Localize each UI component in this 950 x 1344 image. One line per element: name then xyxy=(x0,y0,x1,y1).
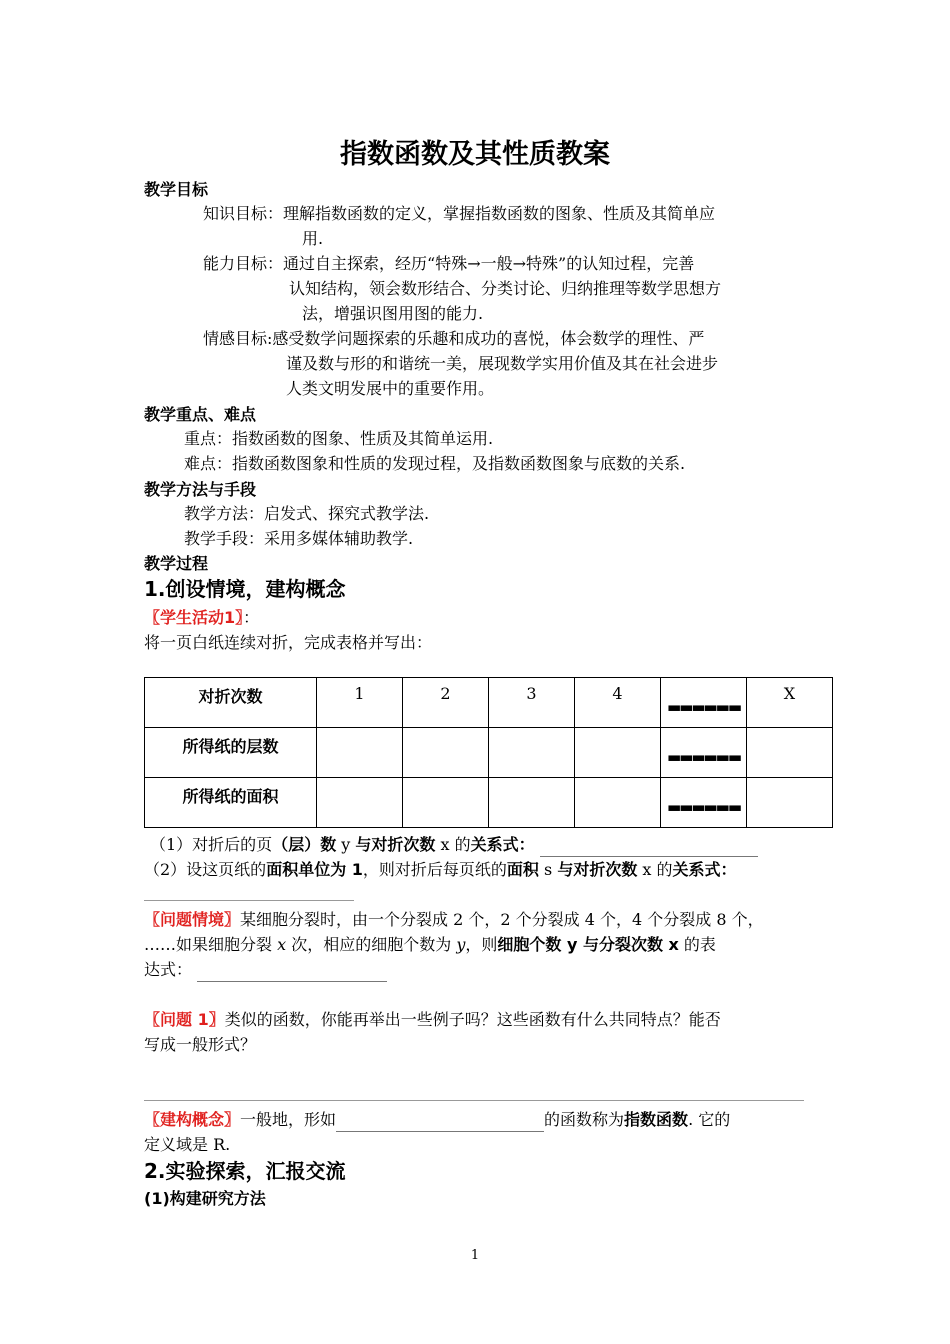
table-row xyxy=(145,728,833,778)
table-header-folds: 对折次数 xyxy=(145,678,317,728)
table-cell[interactable] xyxy=(403,778,489,828)
row-label-area: 所得纸的面积 xyxy=(145,778,317,828)
activity-1 xyxy=(144,605,259,630)
situation-line-1 xyxy=(144,907,764,932)
concept-text-2: 定义域是 R. xyxy=(144,1135,231,1154)
subsection-heading: (1)构建研究方法 xyxy=(144,1189,266,1208)
emotion-goal xyxy=(203,326,704,351)
knowledge-text-1: 理解指数函数的定义，掌握指数函数的图象、性质及其简单应 xyxy=(283,204,716,223)
section-2-heading: 2.实验探索，汇报交流 xyxy=(144,1159,346,1183)
question-1-answer-line[interactable] xyxy=(144,1100,804,1101)
table-cell[interactable] xyxy=(489,778,575,828)
situation-text-3: 达式： xyxy=(144,960,193,979)
situation-text-2e: 的表 xyxy=(678,935,716,954)
ellipsis-dashes: ▬▬▬▬▬▬ xyxy=(666,798,741,816)
table-cell[interactable] xyxy=(489,728,575,778)
table-row xyxy=(145,778,833,828)
concept-answer-blank[interactable] xyxy=(336,1113,544,1132)
var-x: x xyxy=(277,935,287,954)
ability-text-2: 认知结构，领会数形结合、分类讨论、归纳推理等数学思想方 xyxy=(289,279,722,298)
table-row xyxy=(145,678,833,728)
q2-bold-3: 与对折次数 xyxy=(557,860,638,879)
situation-text-1: 某细胞分裂时，由一个分裂成 2 个，2 个分裂成 4 个，4 个分裂成 8 个， xyxy=(240,910,764,929)
q1-prefix: （1）对折后的页 xyxy=(150,835,273,854)
page-title: 指数函数及其性质教案 xyxy=(340,139,610,170)
table-ellipsis-cell xyxy=(661,778,747,828)
q2-text-1: ，则对折后每页纸的 xyxy=(362,860,507,879)
ability-text-1: 通过自主探索，经历“特殊→一般→特殊”的认知过程，完善 xyxy=(283,254,695,273)
q1-answer-blank[interactable] xyxy=(540,838,758,857)
concept-text-1d: . 它的 xyxy=(688,1110,731,1129)
ellipsis-dashes: ▬▬▬▬▬▬ xyxy=(666,698,741,716)
section-1-heading: 1.创设情境，建构概念 xyxy=(144,577,346,601)
table-ellipsis-cell xyxy=(661,728,747,778)
folding-table xyxy=(144,677,833,828)
q2-bold-4: 关系式： xyxy=(672,860,737,879)
table-cell[interactable] xyxy=(575,728,661,778)
table-header-x: X xyxy=(747,678,833,728)
q2-prefix: （2）设这页纸的 xyxy=(144,860,267,879)
q1-text-1: y xyxy=(336,835,356,854)
q1-bold-1: （层）数 xyxy=(272,835,337,854)
q2-text-2: s xyxy=(538,860,558,879)
table-cell[interactable] xyxy=(317,728,403,778)
emotion-text-2: 谨及数与形的和谐统一美，展现数学实用价值及其在社会进步 xyxy=(286,354,719,373)
q2-text-3: x 的 xyxy=(637,860,673,879)
table-header-2: 2 xyxy=(403,678,489,728)
knowledge-label: 知识目标： xyxy=(203,204,284,223)
emotion-text-3: 人类文明发展中的重要作用。 xyxy=(286,379,495,398)
goals-heading: 教学目标 xyxy=(144,180,209,199)
q2-answer-blank[interactable] xyxy=(144,900,354,901)
page-number: 1 xyxy=(470,1248,480,1263)
situation-text-2b: 次，相应的细胞个数为 xyxy=(286,935,457,954)
question-1-text-1: 类似的函数，你能再举出一些例子吗？这些函数有什么共同特点？能否 xyxy=(224,1010,721,1029)
situation-bold: 细胞个数 y 与分裂次数 x xyxy=(497,935,679,954)
keypoints-heading: 教学重点、难点 xyxy=(144,405,257,424)
situation-answer-blank[interactable] xyxy=(197,963,387,982)
q2-bold-1: 面积单位为 1 xyxy=(266,860,363,879)
teaching-method: 教学方法：启发式、探究式教学法. xyxy=(184,504,430,523)
emotion-label: 情感目标: xyxy=(203,329,273,348)
question-1-prompt xyxy=(144,1007,721,1032)
q2-bold-2: 面积 xyxy=(506,860,539,879)
key-point: 重点：指数函数的图象、性质及其简单运用. xyxy=(184,429,494,448)
table-cell[interactable] xyxy=(317,778,403,828)
situation-text-2a: ……如果细胞分裂 xyxy=(144,935,278,954)
var-y: y xyxy=(456,935,466,954)
table-ellipsis-cell xyxy=(661,678,747,728)
row-label-layers: 所得纸的层数 xyxy=(145,728,317,778)
methods-heading: 教学方法与手段 xyxy=(144,480,257,499)
question-2-line xyxy=(144,857,737,882)
activity-tag: 〖学生活动1〗 xyxy=(144,608,244,627)
q1-bold-2: 与对折次数 xyxy=(355,835,436,854)
concept-bold: 指数函数 xyxy=(624,1110,689,1129)
table-cell[interactable] xyxy=(403,728,489,778)
process-heading: 教学过程 xyxy=(144,554,209,573)
concept-tag: 〖建构概念〗 xyxy=(144,1110,241,1129)
situation-line-3 xyxy=(144,957,387,982)
concept-text-1a: 一般地，形如 xyxy=(240,1110,337,1129)
table-cell[interactable] xyxy=(747,728,833,778)
q1-text-2: x 的 xyxy=(435,835,471,854)
question-1-text-2: 写成一般形式？ xyxy=(144,1035,257,1054)
q1-bold-3: 关系式： xyxy=(470,835,535,854)
knowledge-text-2: 用. xyxy=(302,229,324,248)
question-1-line xyxy=(150,832,758,857)
situation-tag: 〖问题情境〗 xyxy=(144,910,241,929)
ability-text-3: 法，增强识图用图的能力. xyxy=(302,304,484,323)
concept-line-1 xyxy=(144,1107,730,1132)
activity-text: 将一页白纸连续对折，完成表格并写出： xyxy=(144,633,433,652)
ability-goal xyxy=(203,251,694,276)
difficult-point: 难点：指数函数图象和性质的发现过程，及指数函数图象与底数的关系. xyxy=(184,454,686,473)
activity-colon: ： xyxy=(243,608,260,627)
table-cell[interactable] xyxy=(575,778,661,828)
ability-label: 能力目标： xyxy=(203,254,284,273)
situation-line-2 xyxy=(144,932,716,957)
knowledge-goal xyxy=(203,201,715,226)
table-header-1: 1 xyxy=(317,678,403,728)
teaching-means: 教学手段：采用多媒体辅助教学. xyxy=(184,529,414,548)
table-header-4: 4 xyxy=(575,678,661,728)
situation-text-2c: ，则 xyxy=(465,935,498,954)
table-cell[interactable] xyxy=(747,778,833,828)
emotion-text-1: 感受数学问题探索的乐趣和成功的喜悦，体会数学的理性、严 xyxy=(272,329,705,348)
question-1-tag: 〖问题 1〗 xyxy=(144,1010,225,1029)
ellipsis-dashes: ▬▬▬▬▬▬ xyxy=(666,748,741,766)
concept-text-1b: 的函数称为 xyxy=(544,1110,625,1129)
table-header-3: 3 xyxy=(489,678,575,728)
